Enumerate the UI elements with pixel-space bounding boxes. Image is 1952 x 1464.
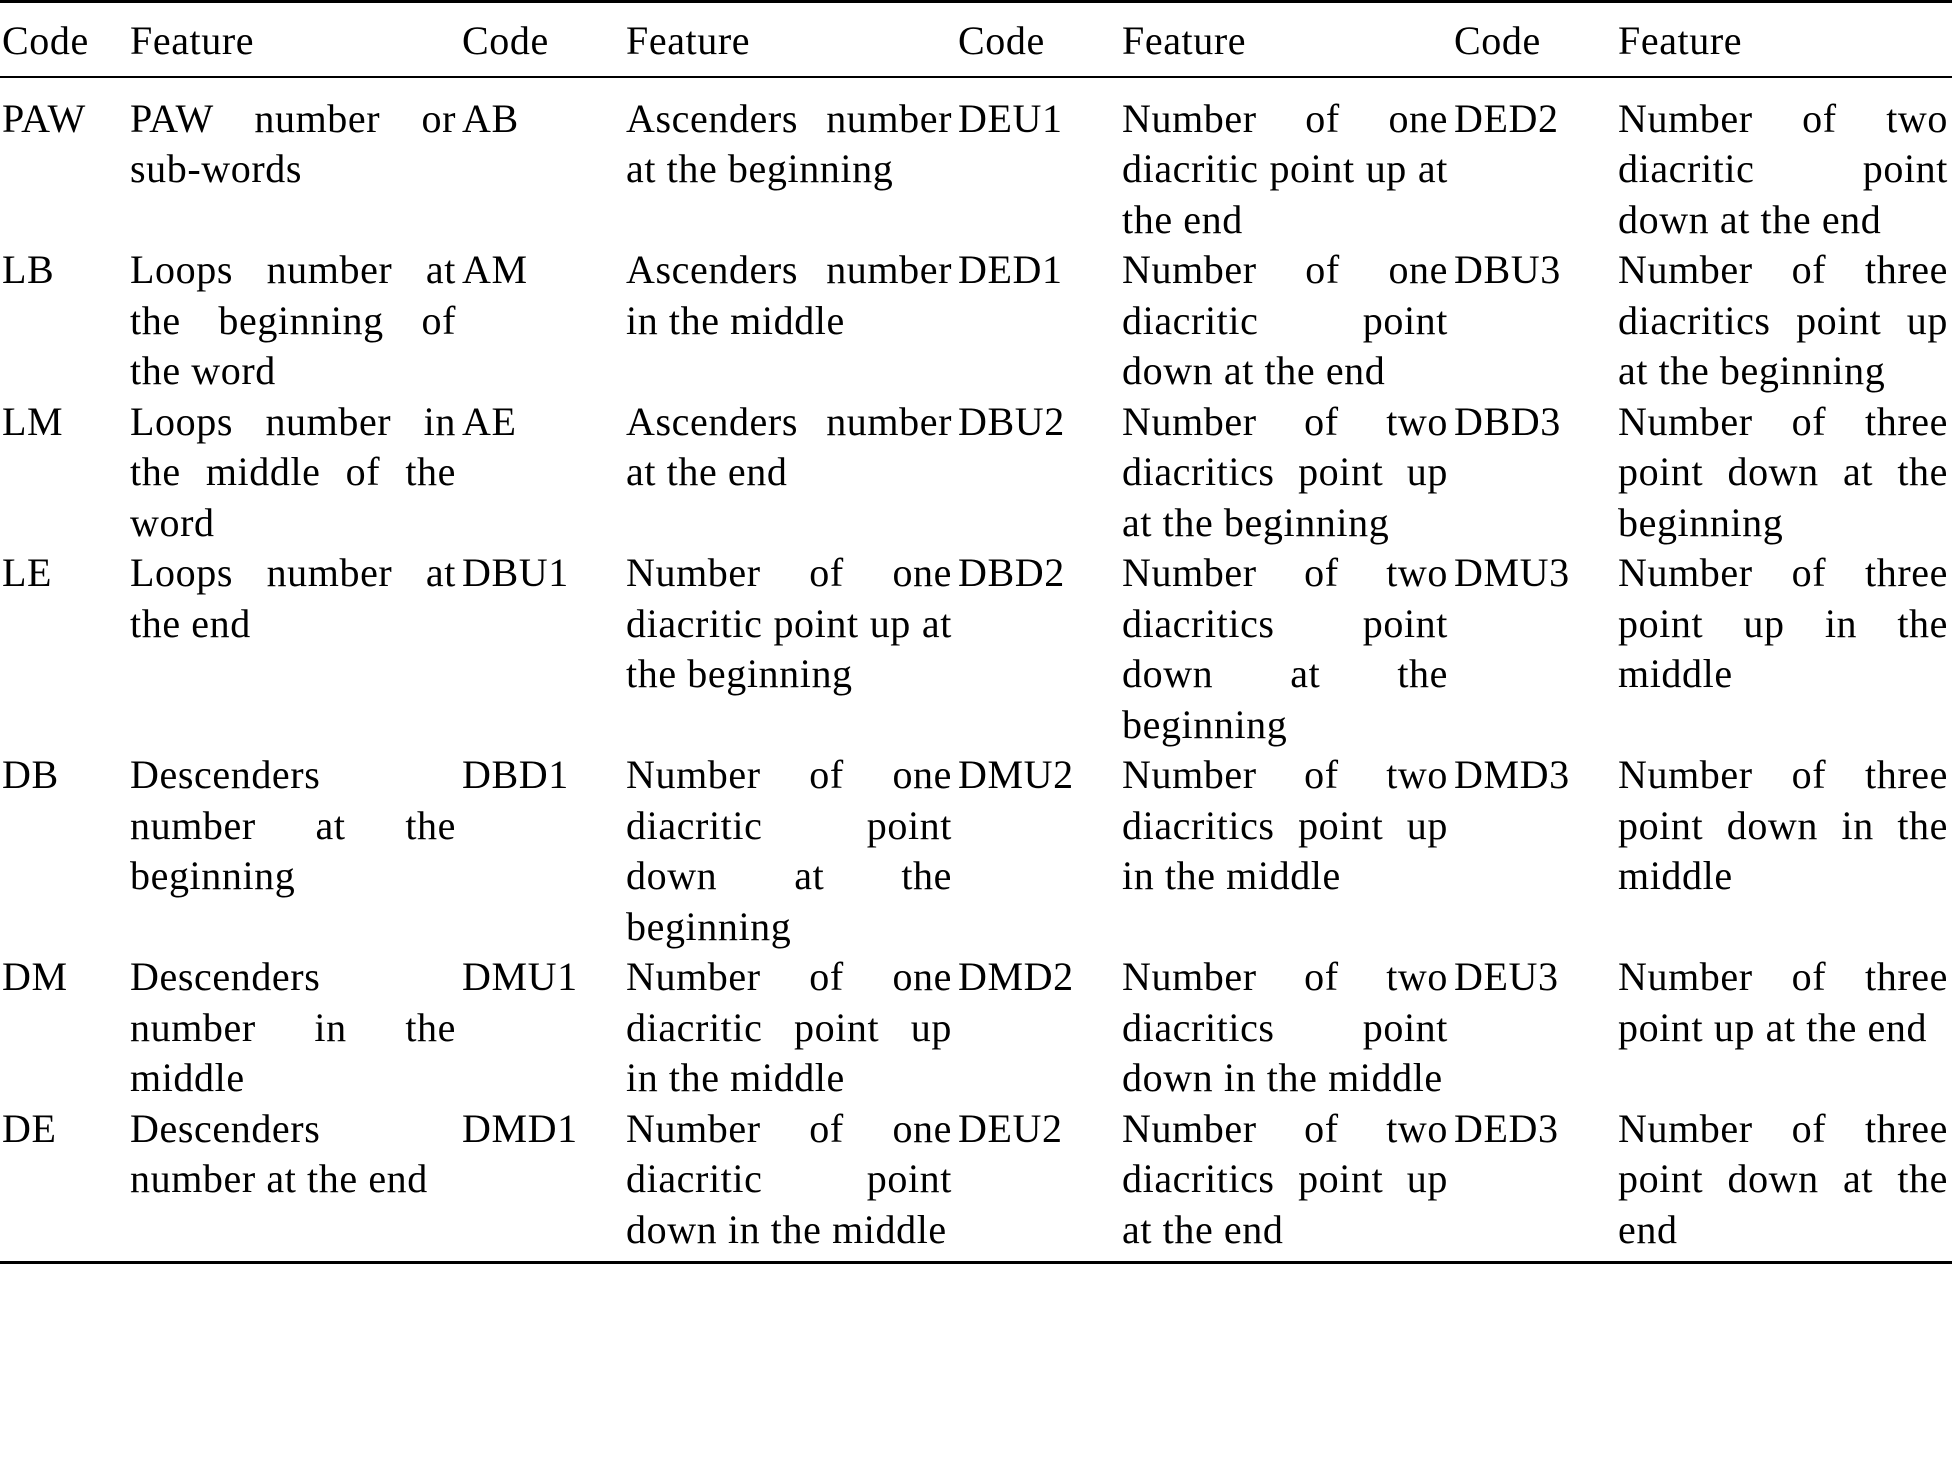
feature-cell: Loops number at the end [130, 550, 456, 646]
code-cell: LB [2, 247, 55, 292]
feature-cell: Number of two diacritics point up in the middle [1122, 752, 1448, 898]
code-cell: DMU3 [1454, 550, 1570, 595]
feature-cell: Number of two diacritics point up at the end [1122, 1105, 1448, 1252]
code-cell: DMD1 [462, 1105, 578, 1151]
table-row [0, 1104, 1952, 1263]
code-cell: DED3 [1454, 1105, 1559, 1151]
feature-cell: Ascenders number in the middle [626, 247, 952, 343]
code-cell: AB [462, 95, 519, 141]
feature-cell: Loops number in the middle of the word [130, 398, 456, 545]
feature-cell: Descenders number at the end [130, 1105, 428, 1201]
code-cell: DBU3 [1454, 247, 1561, 292]
header-code-4: Code [1454, 18, 1541, 63]
table-row [0, 548, 1952, 750]
code-cell: DBU2 [958, 398, 1065, 444]
code-cell: DED1 [958, 247, 1063, 292]
code-cell: DEU1 [958, 95, 1063, 141]
header-code-1: Code [2, 18, 89, 63]
table-row [0, 750, 1952, 952]
feature-cell: Loops number at the beginning of the word [130, 247, 456, 393]
table-row [0, 245, 1952, 397]
feature-cell: Number of one diacritic point down at the beginning [626, 752, 952, 949]
code-cell: DEU2 [958, 1105, 1063, 1151]
feature-cell: Number of one diacritic point up at the end [1122, 95, 1448, 242]
feature-cell: Number of three point up at the end [1618, 954, 1948, 1050]
code-cell: DMU2 [958, 752, 1074, 797]
feature-cell: Ascenders number at the end [626, 398, 952, 494]
feature-cell: Descenders number in the middle [130, 954, 456, 1100]
header-row [0, 2, 1952, 77]
feature-cell: Number of one diacritic point down in the middle [626, 1105, 952, 1252]
code-cell: AE [462, 398, 517, 444]
feature-cell: PAW number or sub-words [130, 95, 456, 191]
table-row [0, 952, 1952, 1104]
code-cell: DMD3 [1454, 752, 1570, 797]
code-cell: PAW [2, 95, 86, 141]
feature-cell: Number of three point down at the end [1618, 1105, 1948, 1252]
feature-cell: Number of two diacritics point up at the beginning [1122, 398, 1448, 545]
header-feature-2: Feature [626, 18, 751, 63]
code-cell: DBD1 [462, 752, 569, 797]
code-cell: DMU1 [462, 954, 578, 999]
code-cell: DB [2, 752, 59, 797]
table-header [0, 2, 1952, 77]
feature-cell: Number of two diacritics point down at the beginning [1122, 550, 1448, 747]
header-code-3: Code [958, 18, 1045, 63]
feature-cell: Ascenders number at the beginning [626, 95, 952, 191]
code-cell: LE [2, 550, 53, 595]
feature-cell: Number of three point up in the middle [1618, 550, 1948, 696]
header-feature-4: Feature [1618, 18, 1743, 63]
feature-cell: Number of two diacritics point down in the middle [1122, 954, 1448, 1100]
header-feature-1: Feature [130, 18, 255, 63]
feature-cell: Number of two diacritic point down at the end [1618, 95, 1948, 242]
feature-cell: Number of three point down in the middle [1618, 752, 1948, 898]
code-cell: DEU3 [1454, 954, 1559, 999]
feature-cell: Number of one diacritic point up in the middle [626, 954, 952, 1100]
code-cell: DMD2 [958, 954, 1074, 999]
table-body [0, 77, 1952, 1263]
code-cell: DM [2, 954, 68, 999]
feature-cell: Number of one diacritic point down at the end [1122, 247, 1448, 393]
table-row [0, 397, 1952, 549]
feature-cell: Number of three diacritics point up at the beginning [1618, 247, 1948, 393]
header-code-2: Code [462, 18, 549, 63]
feature-cell: Number of one diacritic point up at the beginning [626, 550, 952, 696]
header-feature-3: Feature [1122, 18, 1247, 63]
code-cell: AM [462, 247, 528, 292]
table-row [0, 77, 1952, 246]
code-cell: DBD3 [1454, 398, 1561, 444]
code-cell: LM [2, 398, 64, 444]
code-cell: DBD2 [958, 550, 1065, 595]
code-cell: DE [2, 1105, 57, 1151]
code-cell: DBU1 [462, 550, 569, 595]
feature-cell: Descenders number at the beginning [130, 752, 456, 898]
code-cell: DED2 [1454, 95, 1559, 141]
feature-cell: Number of three point down at the beginning [1618, 398, 1948, 545]
